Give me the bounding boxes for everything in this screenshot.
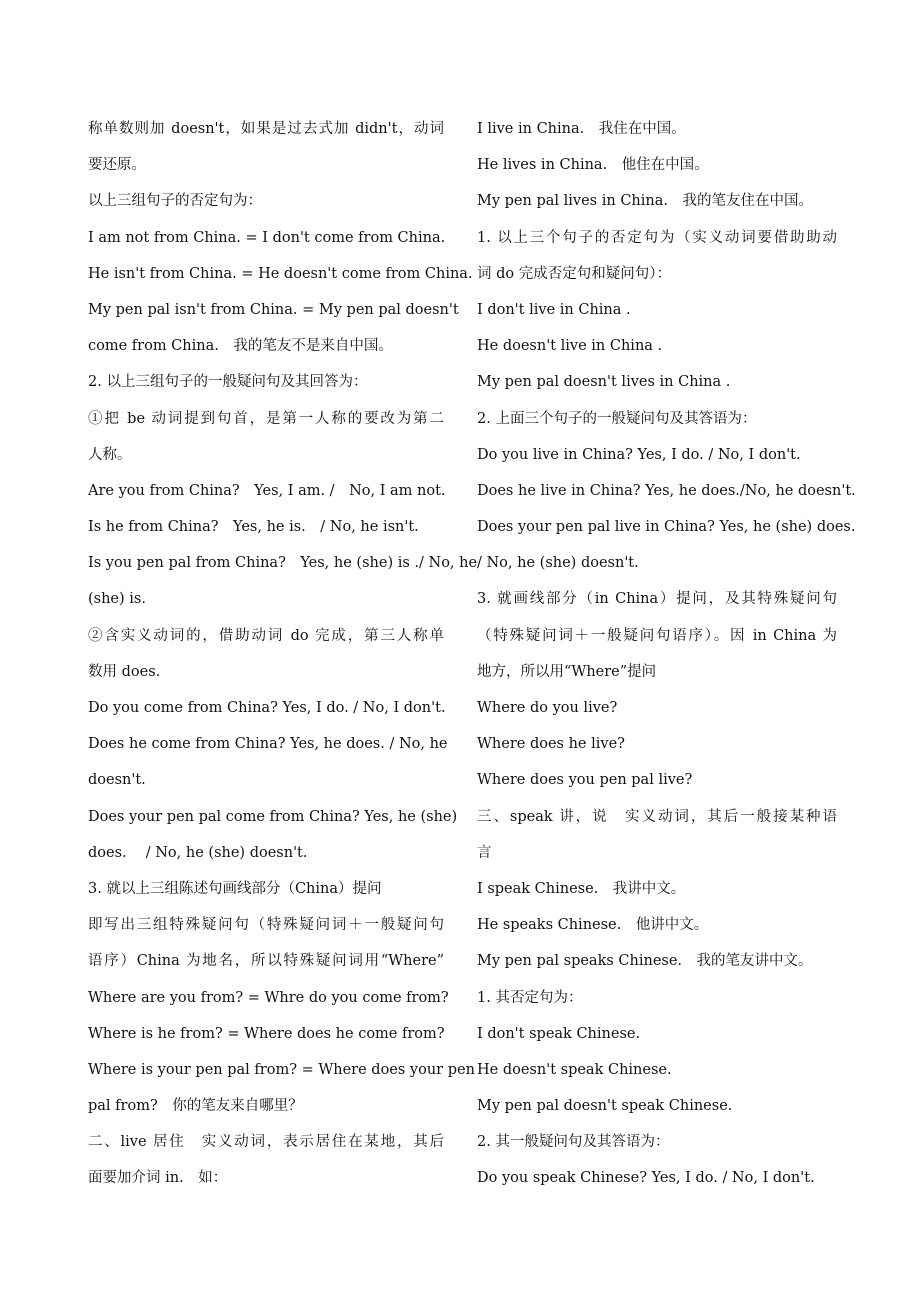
text-line: 1. 其否定句为： xyxy=(477,989,583,1006)
text-line: 人称。 xyxy=(88,446,132,463)
text-line: / No, he (she) doesn't. xyxy=(477,555,639,572)
text-line: I don't live in China . xyxy=(477,301,631,318)
text-line: 地方，所以用“Where”提问 xyxy=(477,663,657,680)
text-line: 2. 上面三个句子的一般疑问句及其答语为： xyxy=(477,410,757,427)
text-line: 3. 就以上三组陈述句画线部分（China）提问 xyxy=(88,880,382,897)
text-line: pal from? 你的笔友来自哪里？ xyxy=(88,1098,303,1115)
text-line: My pen pal doesn't speak Chinese. xyxy=(477,1098,733,1115)
text-line: Does your pen pal come from China? Yes, he (she) xyxy=(88,808,458,825)
text-line: Are you from China? Yes, I am. / No, I am not. xyxy=(88,482,446,499)
text-line: come from China. 我的笔友不是来自中国。 xyxy=(88,338,393,355)
text-line: Do you come from China? Yes, I do. / No, I don't. xyxy=(88,700,446,716)
text-line: 要还原。 xyxy=(88,157,146,174)
text-line: Where does you pen pal live? xyxy=(477,772,693,789)
text-line: 二、live 居住 实义动词，表示居住在某地，其后 xyxy=(88,1134,444,1151)
text-line: My pen pal speaks Chinese. 我的笔友讲中文。 xyxy=(477,953,813,970)
text-line: Where are you from? = Whre do you come from? xyxy=(88,989,449,1006)
text-line: Where is he from? = Where does he come from? xyxy=(88,1025,445,1042)
text-line: Is you pen pal from China? Yes, he (she) is ./ No, he xyxy=(88,555,478,572)
text-line: 即写出三组特殊疑问句（特殊疑问词＋一般疑问句 xyxy=(88,917,444,934)
right-column xyxy=(477,111,856,1197)
text-line: （特殊疑问词＋一般疑问句语序）。因 in China 为 xyxy=(477,627,837,644)
text-line: doesn't. xyxy=(88,772,146,789)
text-line: Where does he live? xyxy=(477,736,625,753)
text-line: 词 do 完成否定句和疑问句）： xyxy=(477,265,671,282)
text-line: 1. 以上三个句子的否定句为（实义动词要借助助动 xyxy=(477,229,837,246)
text-line: I am not from China. = I don't come from China. xyxy=(88,229,446,246)
text-line: Do you speak Chinese? Yes, I do. / No, I don't. xyxy=(477,1170,815,1187)
text-line: ②含实义动词的，借助动词 do 完成，第三人称单 xyxy=(88,627,444,644)
text-line: My pen pal doesn't lives in China . xyxy=(477,374,731,391)
text-line: He speaks Chinese. 他讲中文。 xyxy=(477,917,709,934)
text-line: 语序）China 为地名，所以特殊疑问词用“Where” xyxy=(88,953,444,970)
text-line: My pen pal isn't from China. = My pen pal doesn't xyxy=(88,301,459,318)
text-line: 数用 does. xyxy=(88,663,161,680)
text-line: 以上三组句子的否定句为： xyxy=(88,193,262,210)
text-line: 称单数则加 doesn't，如果是过去式加 didn't，动词 xyxy=(88,121,444,137)
text-line: 面要加介词 in. 如： xyxy=(88,1170,228,1187)
text-line: Does your pen pal live in China? Yes, he (she) does. xyxy=(477,519,856,536)
text-line: 2. 以上三组句子的一般疑问句及其回答为： xyxy=(88,374,368,391)
text-line: He doesn't speak Chinese. xyxy=(477,1061,672,1078)
text-line: Where do you live? xyxy=(477,700,618,716)
text-line: I speak Chinese. 我讲中文。 xyxy=(477,880,686,897)
text-line: Do you live in China? Yes, I do. / No, I don't. xyxy=(477,446,801,463)
text-line: Is he from China? Yes, he is. / No, he isn't. xyxy=(88,519,419,536)
text-line: He lives in China. 他住在中国。 xyxy=(477,157,709,174)
text-line: Where is your pen pal from? = Where does your pen xyxy=(88,1061,475,1078)
text-line: He isn't from China. = He doesn't come from China. xyxy=(88,265,473,282)
text-line: He doesn't live in China . xyxy=(477,338,663,355)
text-line: does. / No, he (she) doesn't. xyxy=(88,844,308,861)
text-line: 三、speak 讲，说 实义动词，其后一般接某种语 xyxy=(477,808,837,825)
text-line: 2. 其一般疑问句及其答语为： xyxy=(477,1134,670,1151)
text-line: ①把 be 动词提到句首，是第一人称的要改为第二 xyxy=(88,410,444,427)
text-line: Does he live in China? Yes, he does./No, he doesn't. xyxy=(477,482,856,499)
text-line: (she) is. xyxy=(88,591,146,608)
text-line: 言 xyxy=(477,844,492,861)
text-line: My pen pal lives in China. 我的笔友住在中国。 xyxy=(477,193,813,210)
left-column xyxy=(88,111,478,1197)
text-line: I don't speak Chinese. xyxy=(477,1025,641,1042)
text-line: 3. 就画线部分（in China）提问，及其特殊疑问句 xyxy=(477,591,837,608)
text-line: I live in China. 我住在中国。 xyxy=(477,121,686,137)
text-line: Does he come from China? Yes, he does. / No, he xyxy=(88,736,448,753)
